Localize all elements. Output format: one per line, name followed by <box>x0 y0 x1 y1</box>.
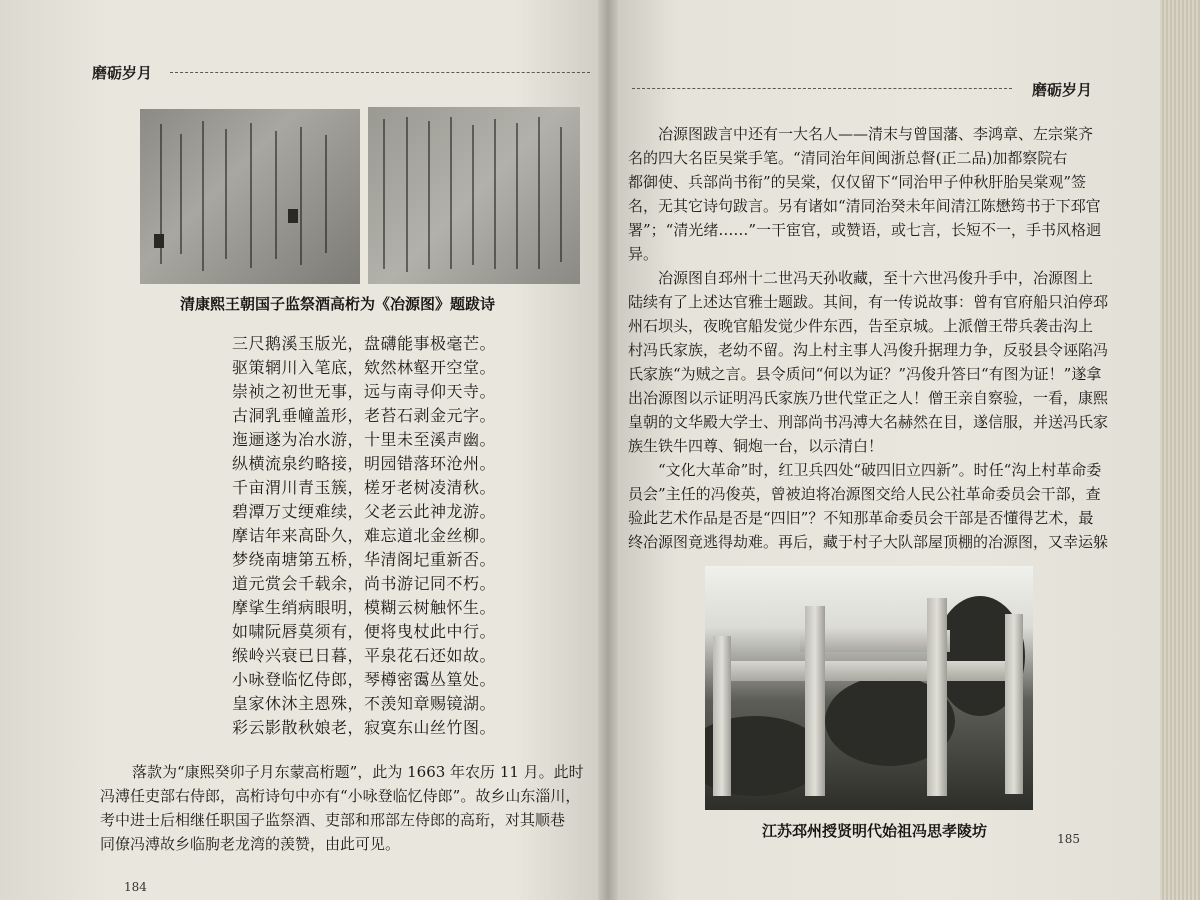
poem-line: 摩挲生绡病眼明，模糊云树触怀生。 <box>232 598 497 617</box>
text-line: 员会”主任的冯俊英，曾被迫将冶源图交给人民公社革命委员会干部，查 <box>628 485 1101 503</box>
header-rule-right <box>632 88 1012 89</box>
poem-line: 道元赏会千载余，尚书游记同不朽。 <box>232 574 497 593</box>
text-line: 名的四大名臣吴棠手笔。“清同治年间闽浙总督(正二品)加都察院右 <box>628 149 1068 167</box>
body-paragraph-left <box>100 760 592 856</box>
calligraphy-stroke <box>428 121 430 269</box>
archway-pillar <box>805 606 825 796</box>
calligraphy-stroke <box>494 119 496 269</box>
text-line: 出冶源图以示证明冯氏家族乃世代堂正之人！僧王亲自察验，一看，康熙 <box>628 389 1109 407</box>
text-line: 皇朝的文华殿大学士、刑部尚书冯溥大名赫然在目，遂信服，并送冯氏家 <box>628 413 1109 431</box>
poem-line: 彩云影散秋娘老，寂寞东山丝竹图。 <box>232 718 497 737</box>
page-number-left: 184 <box>124 880 147 894</box>
calligraphy-stroke <box>538 117 540 269</box>
text-line: 州石坝头，夜晚官船发觉少件东西，告至京城。上派僧王带兵袭击沟上 <box>628 317 1094 335</box>
text-line: 考中进士后相继任职国子监祭酒、吏部和邢部左侍郎的高珩，对其顺巷 <box>100 811 566 829</box>
archway-pillar <box>1005 614 1023 794</box>
calligraphy-stroke <box>516 123 518 269</box>
text-line: 落款为“康熙癸卯子月东蒙高桁题”，此为 1663 年农历 11 月。此时 <box>132 763 584 781</box>
calligraphy-stroke <box>325 135 327 253</box>
text-line: 署”；“清光绪……”一干宦官，或赞语，或七言，长短不一，手书风格迥 <box>628 221 1102 239</box>
text-line: 验此艺术作品是否是“四旧”？不知那革命委员会干部是否懂得艺术，最 <box>628 509 1094 527</box>
calligraphy-image-left <box>140 109 360 284</box>
body-paragraph-right-2 <box>628 266 1108 458</box>
text-line: 终冶源图竟逃得劫难。再后，藏于村子大队部屋顶棚的冶源图，又幸运躲 <box>628 533 1109 551</box>
running-header-right: 磨砺岁月 <box>1031 81 1092 99</box>
calligraphy-stroke <box>560 127 562 262</box>
page-edge-stack <box>1160 0 1200 900</box>
text-line: 陆续有了上述达官雅士题跋。其间，有一传说故事：曾有官府船只泊停邳 <box>628 293 1109 311</box>
poem-line: 迤逦遂为冶水游，十里未至溪声幽。 <box>232 430 497 449</box>
calligraphy-stroke <box>250 123 252 268</box>
running-header-left: 磨砺岁月 <box>92 64 153 82</box>
calligraphy-stroke <box>275 131 277 259</box>
text-line: 冯溥任吏部右侍郎，高桁诗句中亦有“小咏登临忆侍郎”。故乡山东淄川， <box>100 787 581 805</box>
calligraphy-stroke <box>180 134 182 254</box>
poem-line: 纵横流泉约略接，明园错落环沧州。 <box>232 454 497 473</box>
body-paragraph-right-3 <box>628 458 1108 554</box>
poem-line: 如啸阮唇莫须有，便将曳杖此中行。 <box>232 622 497 641</box>
poem-line: 梦绕南塘第五桥，华清阁圮重新否。 <box>232 550 497 569</box>
calligraphy-stroke <box>406 117 408 272</box>
text-line: 同僚冯溥故乡临朐老龙湾的羡赞，由此可见。 <box>100 835 401 853</box>
text-line: 冶源图跋言中还有一大名人——清末与曾国藩、李鸿章、左宗棠齐 <box>658 125 1094 143</box>
poem-line: 碧潭万丈绠难续，父老云此神龙游。 <box>232 502 497 521</box>
poem-line: 崇祯之初世无事，远与南寻仰天寺。 <box>232 382 497 401</box>
calligraphy-stroke <box>202 121 204 271</box>
poem-line: 千亩渭川青玉簇，槎牙老树凌清秋。 <box>232 478 497 497</box>
body-paragraph-right-1 <box>628 122 1108 266</box>
calligraphy-stroke <box>225 129 227 259</box>
page-number-right: 185 <box>1057 832 1080 846</box>
text-line: 氏家族“为贼之言。县令质问“何以为证？”冯俊升答曰“有图为证！”遂拿 <box>628 365 1102 383</box>
text-line: 冶源图自邳州十二世冯天孙收藏，至十六世冯俊升手中，冶源图上 <box>658 269 1094 287</box>
seal-stamp <box>154 234 164 248</box>
poem-line: 小咏登临忆侍郎，琴樽密霭丛篁处。 <box>232 670 497 689</box>
text-line: “文化大革命”时，红卫兵四处“破四旧立四新”。时任“沟上村革命委 <box>658 461 1102 479</box>
archway-beam <box>725 661 1015 681</box>
poem-block <box>232 331 532 739</box>
archway-pillar <box>927 598 947 796</box>
figure-caption-left: 清康熙王朝国子监祭酒高桁为《冶源图》题跋诗 <box>180 295 496 313</box>
poem-line: 皇家休沐主恩殊，不羡知章赐镜湖。 <box>232 694 497 713</box>
seal-stamp <box>288 209 298 223</box>
poem-line: 缑岭兴衰已日暮，平泉花石还如故。 <box>232 646 497 665</box>
text-line: 异。 <box>628 245 659 263</box>
text-line: 名，无其它诗句跋言。另有诸如“清同治癸未年间清江陈懋筠书于下邳官 <box>628 197 1101 215</box>
calligraphy-stroke <box>300 127 302 265</box>
calligraphy-stroke <box>472 125 474 265</box>
text-line: 村冯氏家族，老幼不留。沟上村主事人冯俊升据理力争，反驳县令诬陷冯 <box>628 341 1109 359</box>
archway-pillar <box>713 636 731 796</box>
book-gutter <box>598 0 618 900</box>
archway-photo <box>705 566 1033 810</box>
poem-line: 三尺鹅溪玉版光，盘礴能事极毫芒。 <box>232 334 497 353</box>
text-line: 都御使、兵部尚书衔”的吴棠，仅仅留下“同治甲子仲秋肝胎吴棠观”签 <box>628 173 1087 191</box>
calligraphy-image-right <box>368 107 580 284</box>
text-line: 族生铁牛四尊、铜炮一台，以示清白！ <box>628 437 884 455</box>
poem-line: 古洞乳垂幢盖形，老苔石剥金元字。 <box>232 406 497 425</box>
header-rule-left <box>170 72 590 73</box>
poem-line: 驱策辋川入笔底，欸然林壑开空堂。 <box>232 358 497 377</box>
poem-line: 摩诘年来高卧久，难忘道北金丝柳。 <box>232 526 497 545</box>
figure-caption-right: 江苏邳州授贤明代始祖冯思孝陵坊 <box>762 822 988 840</box>
calligraphy-stroke <box>383 119 385 269</box>
calligraphy-stroke <box>450 117 452 269</box>
